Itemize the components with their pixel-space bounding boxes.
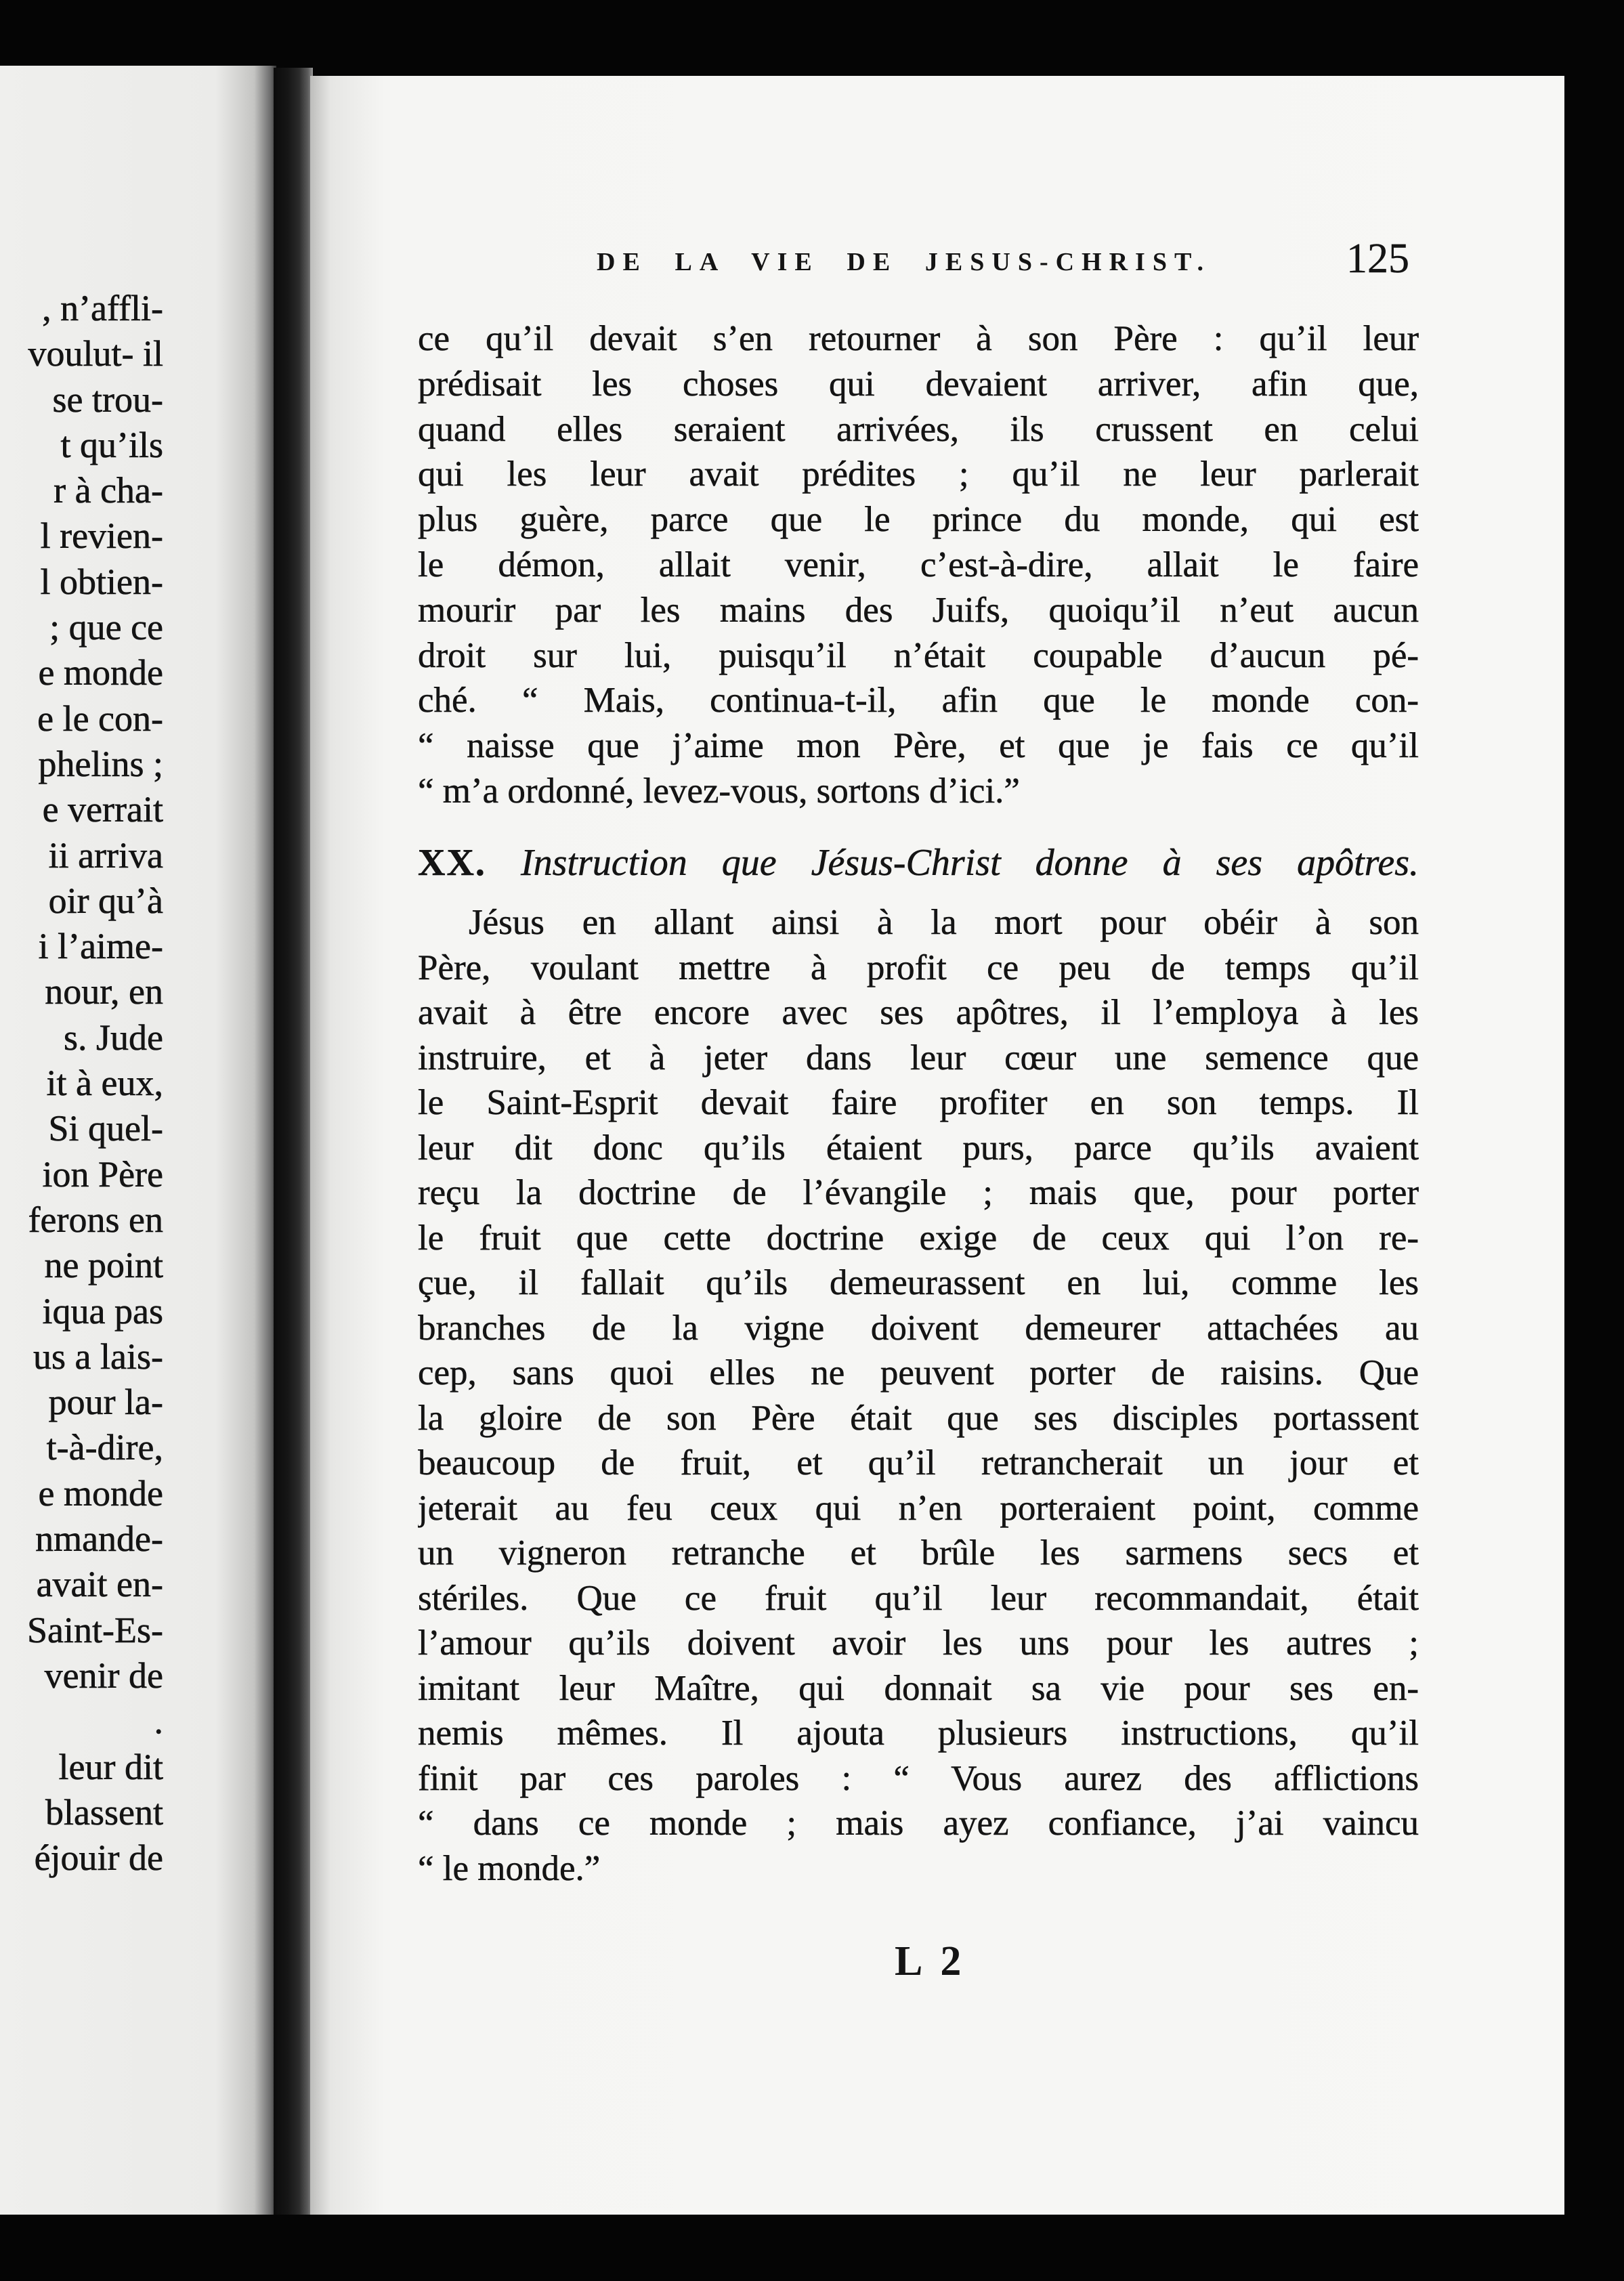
text-line: finit par ces paroles : “ Vous aurez des afflictions <box>418 1758 1419 1798</box>
text-fragment: ; que ce <box>49 607 163 648</box>
text-line: reçu la doctrine de l’évangile ; mais que, pour porter <box>418 1173 1419 1212</box>
section-number: XX. <box>418 842 486 884</box>
text-line: Jésus en allant ainsi à la mort pour obéir à son <box>469 903 1419 942</box>
text-fragment: e monde <box>38 1472 163 1514</box>
text-line: nemis mêmes. Il ajouta plusieurs instructions, qu’il <box>418 1713 1419 1753</box>
text-line: qui les leur avait prédites ; qu’il ne leur parlerait <box>418 454 1419 494</box>
left-facing-page <box>0 66 276 2215</box>
text-line: “ le monde.” <box>418 1848 601 1888</box>
text-line: “ dans ce monde ; mais ayez confiance, j’ai vaincu <box>418 1804 1419 1843</box>
text-fragment: ferons en <box>28 1199 163 1240</box>
section-paragraph <box>418 900 1419 1891</box>
text-fragment: avait en- <box>36 1564 163 1605</box>
text-fragment: phelins ; <box>38 743 163 784</box>
text-fragment: e monde <box>38 652 163 694</box>
text-fragment: r à cha- <box>54 470 163 511</box>
text-line: jeterait au feu ceux qui n’en porteraient point, comme <box>418 1488 1419 1528</box>
text-line: un vigneron retranche et brûle les sarmens secs et <box>418 1533 1419 1573</box>
text-fragment: ne point <box>44 1245 163 1286</box>
text-fragment: e verrait <box>42 789 163 830</box>
text-line: plus guère, parce que le prince du monde, qui est <box>418 500 1419 540</box>
text-fragment: us a lais- <box>33 1336 163 1377</box>
text-fragment: Si quel- <box>48 1108 163 1149</box>
text-line: cep, sans quoi elles ne peuvent porter de raisins. Que <box>418 1353 1419 1392</box>
text-line: leur dit donc qu’ils étaient purs, parce qu’ils avaient <box>418 1128 1419 1168</box>
text-line: ce qu’il devait s’en retourner à son Père : qu’il leur <box>418 319 1419 358</box>
text-line: la gloire de son Père était que ses disciples portassent <box>418 1398 1419 1438</box>
text-line: avait à être encore avec ses apôtres, il l’employa à les <box>418 993 1419 1032</box>
text-line: imitant leur Maître, qui donnait sa vie pour ses en- <box>418 1668 1419 1708</box>
section-title: Instruction que Jésus-Christ donne à ses apôtres. <box>520 842 1419 884</box>
text-line: “ m’a ordonné, levez-vous, sortons d’ici.” <box>418 771 1020 811</box>
text-fragment: ion Père <box>42 1153 163 1195</box>
signature-mark: L 2 <box>895 1938 962 1984</box>
text-fragment: iqua pas <box>42 1290 163 1331</box>
text-line: prédisait les choses qui devaient arriver, afin que, <box>418 364 1419 404</box>
running-head-title: DE LA VIE DE JESUS-CHRIST. <box>597 248 1211 276</box>
text-line: droit sur lui, puisqu’il n’était coupable d’aucun pé- <box>418 635 1419 675</box>
text-line: çue, il fallait qu’ils demeurassent en lui, comme les <box>418 1263 1419 1302</box>
text-fragment: blassent <box>45 1791 163 1833</box>
text-fragment: oir qu’à <box>48 880 163 921</box>
text-fragment: leur dit <box>58 1746 163 1787</box>
continuation-paragraph <box>418 316 1419 814</box>
text-line: instruire, et à jeter dans leur cœur une semence que <box>418 1038 1419 1078</box>
text-fragment: l revien- <box>40 515 163 557</box>
left-page-text-fragments <box>0 286 163 1881</box>
text-fragment: i l’aime- <box>38 926 163 967</box>
text-line: quand elles seraient arrivées, ils crussent en celui <box>418 409 1419 449</box>
text-fragment: t-à-dire, <box>46 1427 163 1468</box>
page-number: 125 <box>1346 236 1409 282</box>
text-line: le Saint-Esprit devait faire profiter en son temps. Il <box>418 1083 1419 1122</box>
text-line: ché. “ Mais, continua-t-il, afin que le monde con- <box>418 681 1419 721</box>
text-fragment: éjouir de <box>34 1837 163 1879</box>
text-fragment: nmande- <box>35 1518 163 1560</box>
right-book-page <box>310 76 1564 2215</box>
text-line: mourir par les mains des Juifs, quoiqu’il n’eut aucun <box>418 590 1419 630</box>
text-fragment: l obtien- <box>40 561 163 602</box>
text-line: stériles. Que ce fruit qu’il leur recommandait, était <box>418 1578 1419 1618</box>
text-fragment: , n’affli- <box>42 288 163 328</box>
text-fragment: Saint-Es- <box>27 1609 163 1650</box>
text-line: Père, voulant mettre à profit ce peu de temps qu’il <box>418 947 1419 987</box>
text-line: l’amour qu’ils doivent avoir les uns pour les autres ; <box>418 1623 1419 1663</box>
text-fragment: nour, en <box>45 971 163 1012</box>
text-fragment: s. Jude <box>64 1017 163 1058</box>
text-line: branches de la vigne doivent demeurer attachées au <box>418 1308 1419 1348</box>
text-line: beaucoup de fruit, et qu’il retrancherait un jour et <box>418 1443 1419 1483</box>
text-fragment: it à eux, <box>46 1063 163 1104</box>
text-fragment: ii arriva <box>48 834 163 876</box>
section-heading <box>418 838 1419 887</box>
text-fragment: voulut- il <box>28 333 163 375</box>
book-spine-gutter <box>274 68 313 2215</box>
text-fragment: . <box>154 1701 163 1742</box>
text-line: “ naisse que j’aime mon Père, et que je fais ce qu’il <box>418 726 1419 766</box>
text-fragment: e le con- <box>37 698 163 739</box>
text-line: le fruit que cette doctrine exige de ceux qui l’on re- <box>418 1218 1419 1258</box>
text-fragment: se trou- <box>52 379 163 420</box>
text-line: le démon, allait venir, c’est-à-dire, allait le faire <box>418 545 1419 584</box>
text-fragment: pour la- <box>48 1382 163 1423</box>
text-fragment: venir de <box>44 1655 163 1696</box>
text-fragment: t qu’ils <box>60 424 163 465</box>
